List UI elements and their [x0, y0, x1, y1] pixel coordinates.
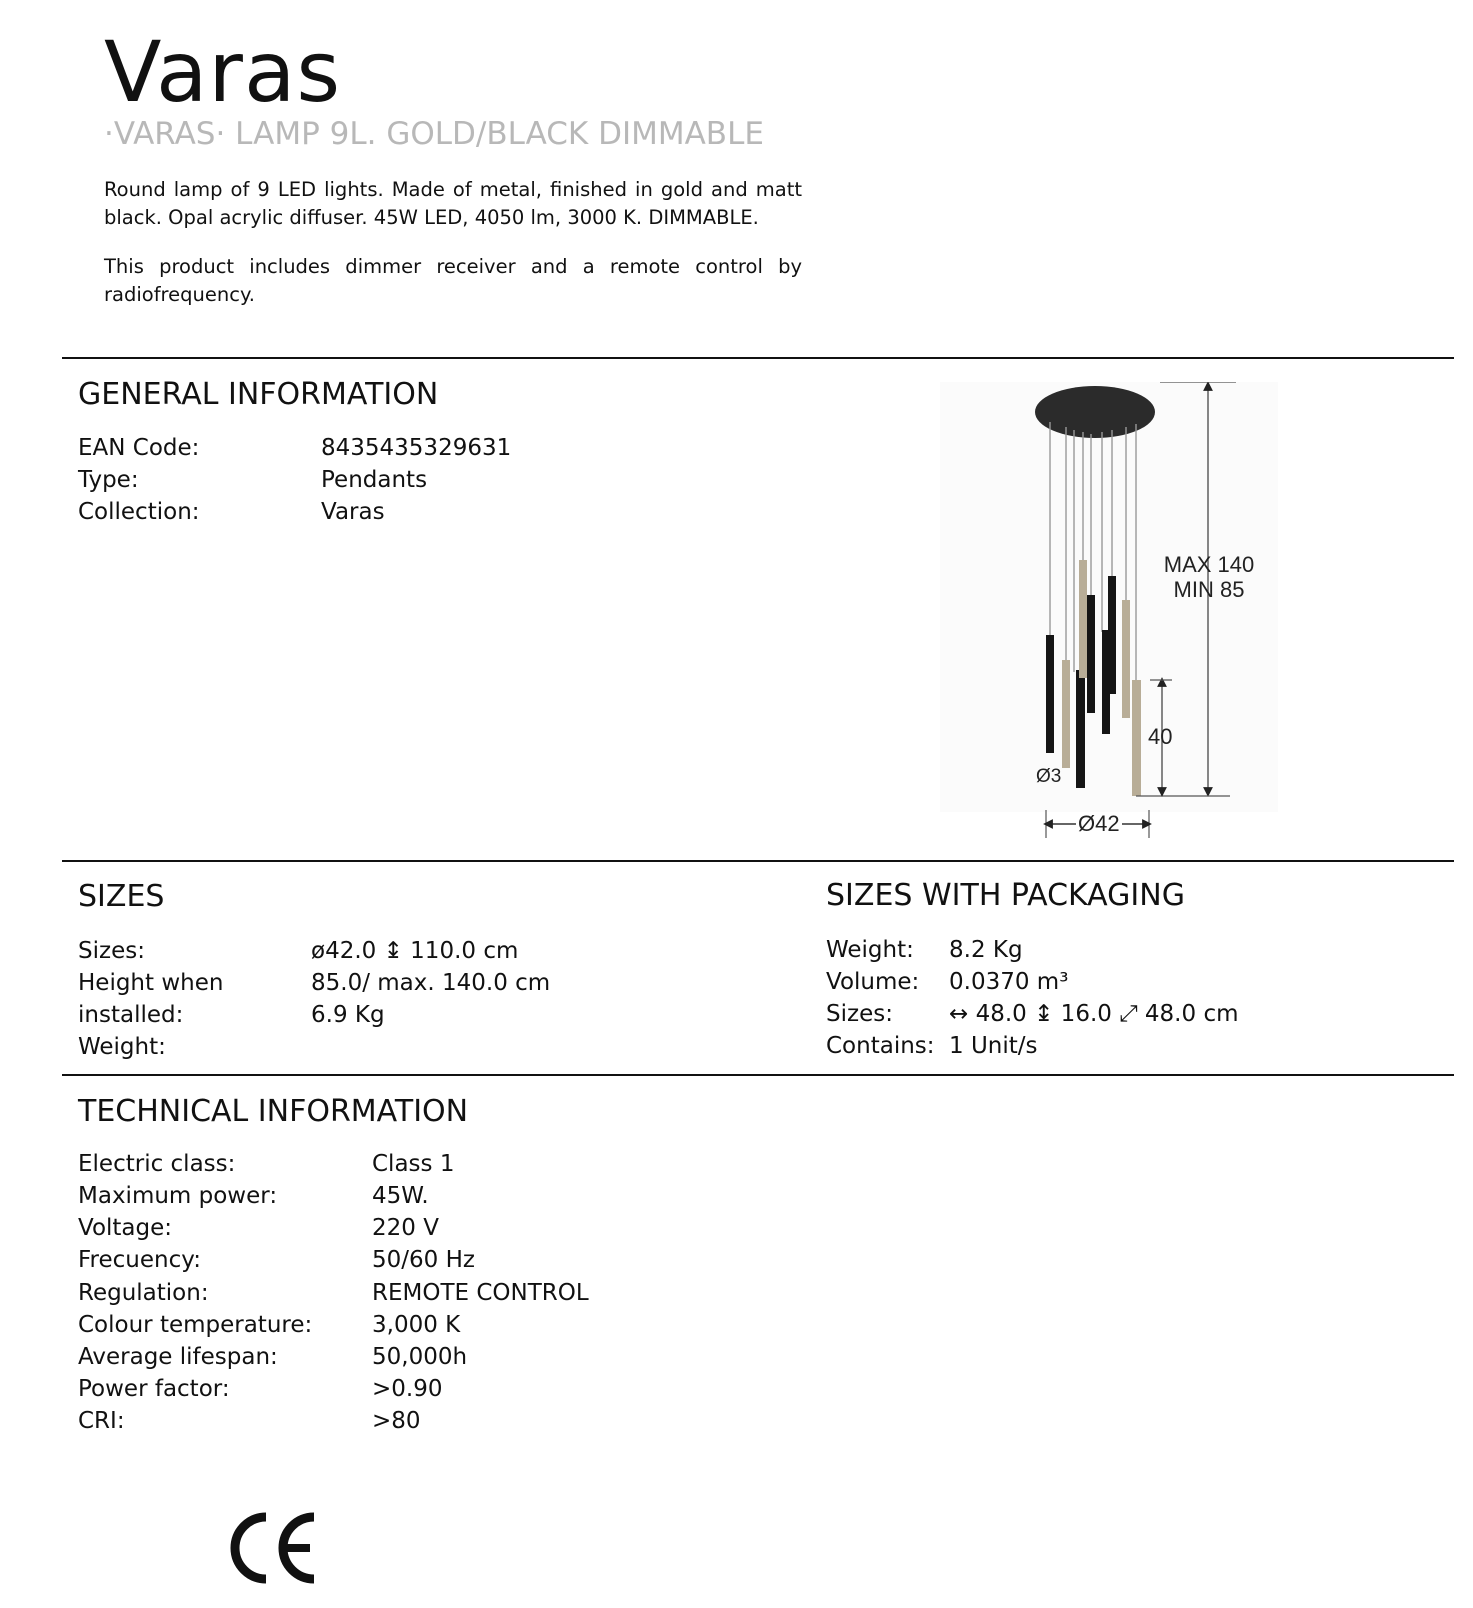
power-factor-label: Power factor:	[78, 1376, 230, 1402]
rod-diameter-label: Ø3	[1036, 766, 1062, 787]
collection-value: Varas	[321, 499, 385, 525]
pendant-rod	[1122, 600, 1130, 718]
packaging-heading: SIZES WITH PACKAGING	[826, 878, 1185, 913]
divider	[62, 860, 1454, 862]
collection-label: Collection:	[78, 499, 200, 525]
base-diameter-label: Ø42	[1078, 811, 1120, 836]
divider	[62, 357, 1454, 359]
packaging-weight-label: Weight:	[826, 937, 914, 963]
product-title: Varas	[104, 23, 342, 121]
max-height-label: MAX 140	[1163, 552, 1255, 577]
electric-class-label: Electric class:	[78, 1151, 236, 1177]
cri-value: >80	[372, 1408, 421, 1434]
pendant-rod	[1087, 595, 1095, 713]
maximum-power-value: 45W.	[372, 1183, 429, 1209]
height-installed-label-cont: installed:	[78, 1002, 184, 1028]
ean-label: EAN Code:	[78, 435, 200, 461]
sizes-value: ø42.0 ↨ 110.0 cm	[311, 938, 519, 964]
packaging-volume-label: Volume:	[826, 969, 920, 995]
frequency-label: Frecuency:	[78, 1247, 201, 1273]
height-installed-value: 85.0/ max. 140.0 cm	[311, 970, 551, 996]
average-lifespan-value: 50,000h	[372, 1344, 468, 1370]
type-value: Pendants	[321, 467, 428, 493]
voltage-value: 220 V	[372, 1215, 439, 1241]
packaging-contains-value: 1 Unit/s	[949, 1033, 1038, 1059]
product-subtitle: ·VARAS· LAMP 9L. GOLD/BLACK DIMMABLE	[104, 116, 764, 152]
sizes-heading: SIZES	[78, 879, 165, 914]
electric-class-value: Class 1	[372, 1151, 455, 1177]
packaging-contains-label: Contains:	[826, 1033, 935, 1059]
cri-label: CRI:	[78, 1408, 125, 1434]
pendant-rod	[1046, 635, 1054, 753]
maximum-power-label: Maximum power:	[78, 1183, 278, 1209]
pendant-rod	[1076, 670, 1085, 788]
sizes-label: Sizes:	[78, 938, 145, 964]
average-lifespan-label: Average lifespan:	[78, 1344, 278, 1370]
ce-mark-icon	[226, 1510, 320, 1586]
regulation-label: Regulation:	[78, 1280, 209, 1306]
ceiling-canopy	[1035, 386, 1155, 438]
packaging-sizes-label: Sizes:	[826, 1001, 893, 1027]
packaging-sizes-value: ↔ 48.0 ↨ 16.0 ⤢ 48.0 cm	[949, 1001, 1239, 1027]
height-installed-label: Height when	[78, 970, 224, 996]
min-height-label: MIN 85	[1173, 577, 1245, 602]
product-description: Round lamp of 9 LED lights. Made of metal, finished in gold and matt black. Opal acrylic diffuser. 45W LED, 4050 lm, 3000 K. DIMMABLE.	[104, 178, 802, 229]
divider	[62, 1074, 1454, 1076]
weight-value: 6.9 Kg	[311, 1002, 385, 1028]
pendant-rod	[1132, 680, 1141, 796]
type-label: Type:	[78, 467, 139, 493]
weight-label: Weight:	[78, 1034, 166, 1060]
general-information-heading: GENERAL INFORMATION	[78, 377, 439, 412]
pendant-rod	[1062, 660, 1070, 768]
product-dimension-diagram	[940, 382, 1292, 862]
technical-information-heading: TECHNICAL INFORMATION	[78, 1094, 469, 1129]
power-factor-value: >0.90	[372, 1376, 443, 1402]
rod-length-label: 40	[1148, 724, 1173, 749]
colour-temperature-label: Colour temperature:	[78, 1312, 313, 1338]
regulation-value: REMOTE CONTROL	[372, 1280, 589, 1306]
ean-value: 8435435329631	[321, 435, 512, 461]
pendant-rod	[1108, 576, 1116, 694]
voltage-label: Voltage:	[78, 1215, 173, 1241]
pendant-rod	[1079, 560, 1087, 678]
colour-temperature-value: 3,000 K	[372, 1312, 461, 1338]
packaging-volume-value: 0.0370 m³	[949, 969, 1069, 995]
product-dimmer-note: This product includes dimmer receiver and a remote control by radiofrequency.	[104, 255, 802, 306]
packaging-weight-value: 8.2 Kg	[949, 937, 1023, 963]
frequency-value: 50/60 Hz	[372, 1247, 475, 1273]
